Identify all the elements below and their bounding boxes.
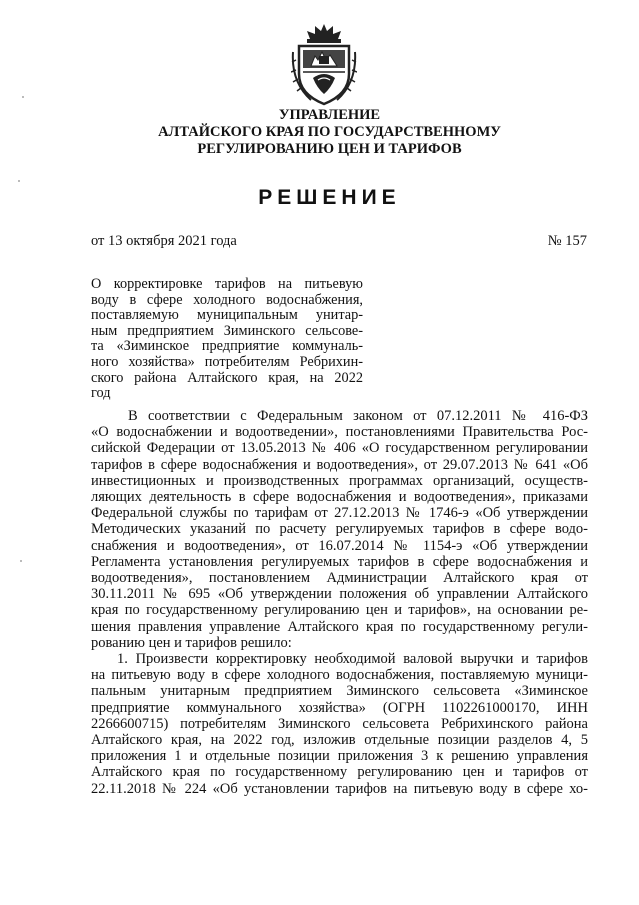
- body-line: сийской Федерации от 13.05.2013 № 406 «О государственном регулировании: [91, 440, 588, 457]
- body-line: Методических указаний по расчету регулируемых тарифов в сфере водо-: [91, 521, 588, 538]
- body-line: 30.11.2011 № 695 «Об утверждении положения об управлении Алтайского: [91, 586, 588, 603]
- body-line: 2266600715) потребителям Зиминского сельсовета Ребрихинского района: [91, 715, 588, 732]
- subject-line: поставляемую муниципальным унитар-: [91, 307, 363, 324]
- subject-line: О корректировке тарифов на питьевую: [91, 276, 363, 292]
- body-line: инвестиционных и производственных программах организаций, осуществ-: [91, 472, 588, 489]
- body-line: 22.11.2018 № 224 «Об установлении тарифов на питьевую воду в сфере хо-: [91, 780, 588, 797]
- coat-of-arms-emblem: [291, 22, 357, 106]
- body-line: 1. Произвести корректировку необходимой валовой выручки и тарифов: [117, 651, 588, 668]
- subject-line: ного хозяйства» потребителям Ребрихин-: [91, 353, 363, 370]
- subject-line: та «Зиминское предприятие коммуналь-: [91, 338, 363, 355]
- subject-line: год: [91, 385, 111, 402]
- subject-line: ным предприятием Зиминского сельсове-: [91, 322, 363, 339]
- body-text: [91, 408, 588, 797]
- org-name-line-1: УПРАВЛЕНИЕ: [278, 107, 381, 123]
- body-line: снабжения и водоотведения», от 16.07.2014 № 1154-э «Об утверждении: [91, 537, 588, 554]
- body-line: на питьевую воду в сфере холодного водоснабжения, поставляемую муници-: [91, 667, 588, 684]
- body-line: рованию цен и тарифов решило:: [91, 634, 292, 651]
- body-line: Федеральной службы по тарифам от 27.12.2013 № 1746-э «Об утверждении: [91, 505, 588, 522]
- document-number: № 157: [547, 233, 587, 249]
- body-line: Регламента установления регулируемых тарифов в сфере водоснабжения и: [91, 553, 588, 570]
- subject-line: ского района Алтайского края, на 2022: [91, 369, 363, 386]
- body-line: приложения 1 и отдельные позиции приложения 3 к решению управления: [91, 748, 588, 765]
- subject-line: воду в сфере холодного водоснабжения,: [91, 291, 363, 308]
- body-line: ляющих деятельность в сфере водоснабжения и водоотведения», приказами: [91, 489, 588, 506]
- body-line: Алтайского края по государственному регулированию цен и тарифов от: [91, 764, 588, 781]
- subject-block: [91, 277, 363, 402]
- body-line: В соответствии с Федеральным законом от 07.12.2011 № 416-ФЗ: [128, 408, 588, 424]
- body-line: тарифов в сфере водоснабжения и водоотведения», от 29.07.2013 № 641 «Об: [91, 456, 588, 473]
- body-line: «О водоснабжении и водоотведении», постановлениями Правительства Рос-: [91, 424, 588, 441]
- body-line: края по государственному регулированию цен и тарифов», на основании ре-: [91, 602, 588, 619]
- scan-speck: [18, 180, 20, 182]
- body-line: шения правления управление Алтайского края по государственному регули-: [91, 618, 588, 635]
- scan-speck: [22, 96, 24, 98]
- org-name-line-2: АЛТАЙСКОГО КРАЯ ПО ГОСУДАРСТВЕННОМУ: [158, 124, 501, 140]
- org-name-line-3: РЕГУЛИРОВАНИЮ ЦЕН И ТАРИФОВ: [197, 141, 462, 157]
- body-line: предприятие коммунального хозяйства» (ОГРН 1102261000170, ИНН: [91, 699, 588, 716]
- document-title: РЕШЕНИЕ: [258, 186, 401, 209]
- scan-speck: [20, 560, 22, 562]
- document-date: от 13 октября 2021 года: [91, 233, 237, 249]
- body-line: водоотведения», постановлением Администрации Алтайского края от: [91, 570, 588, 587]
- body-line: Алтайского края, на 2022 год, изложив отдельные позиции разделов 4, 5: [91, 732, 588, 749]
- body-line: пальным унитарным предприятием Зиминского сельсовета «Зиминское: [91, 683, 588, 700]
